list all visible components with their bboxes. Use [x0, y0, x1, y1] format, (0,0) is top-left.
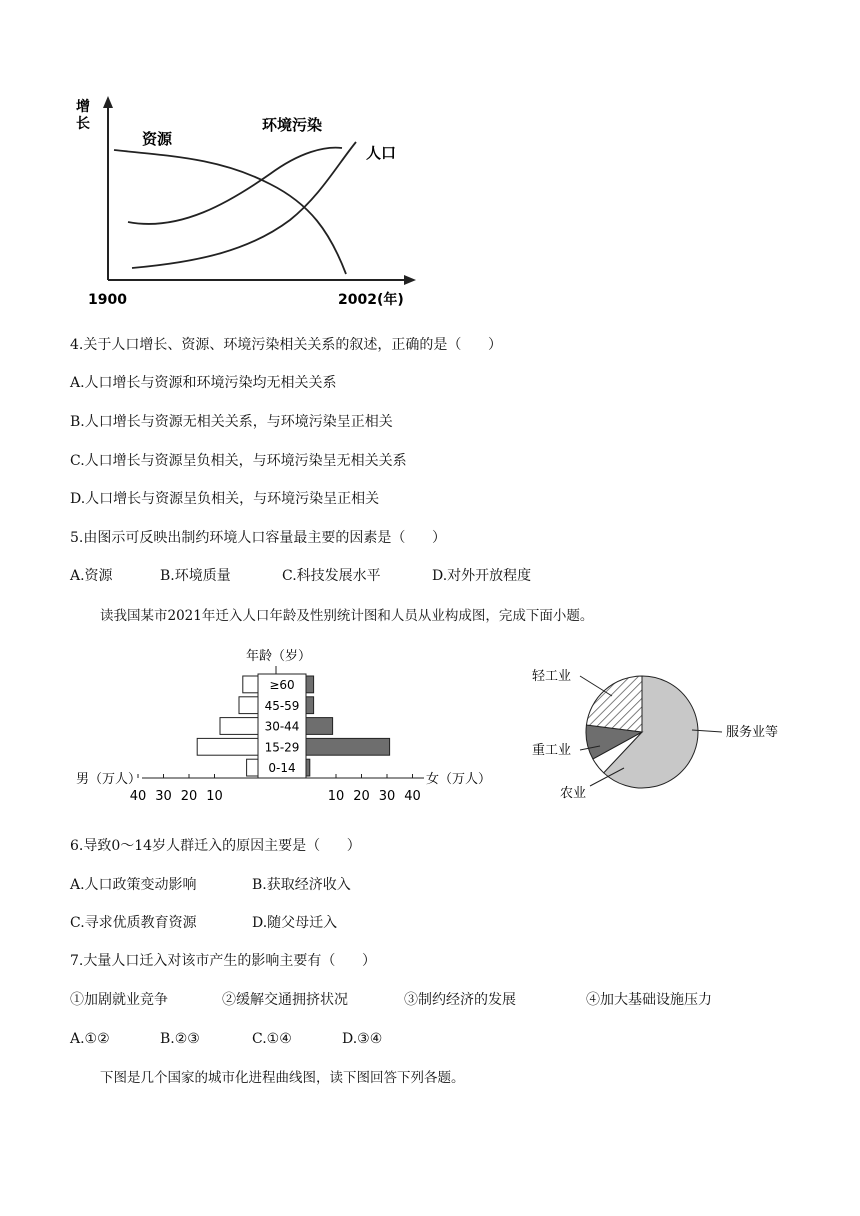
growth-curve-figure	[70, 92, 440, 314]
employment-pie-chart	[520, 650, 800, 810]
male-tick-label: 20	[180, 789, 198, 804]
q6-option-b[interactable]: B.获取经济收入	[252, 877, 351, 893]
q6-option-d[interactable]: D.随父母迁入	[252, 915, 338, 931]
q4-option-b[interactable]: B.人口增长与资源无相关关系，与环境污染呈正相关	[70, 414, 393, 430]
q7-item-4: ④加大基础设施压力	[586, 992, 712, 1008]
female-tick-label: 10	[327, 789, 345, 804]
intro-urbanization: 下图是几个国家的城市化进程曲线图，读下图回答下列各题。	[100, 1070, 465, 1086]
x-axis-arrow	[404, 275, 416, 285]
q7-option-d[interactable]: D.③④	[342, 1031, 383, 1047]
q5-option-a[interactable]: A.资源	[70, 568, 113, 584]
x-end-label: 2002(年)	[338, 292, 404, 308]
y-axis-label-2: 长	[76, 116, 90, 132]
q5-option-b[interactable]: B.环境质量	[160, 568, 231, 584]
q4-stem: 4.关于人口增长、资源、环境污染相关关系的叙述，正确的是（ ）	[70, 337, 503, 353]
pie-label-service: 服务业等	[726, 725, 779, 740]
female-bar	[306, 697, 314, 714]
male-tick-label: 30	[155, 789, 172, 804]
q7-item-3: ③制约经济的发展	[404, 992, 516, 1008]
q4-option-c[interactable]: C.人口增长与资源呈负相关，与环境污染呈无相关关系	[70, 453, 407, 469]
migrant-population-pyramid	[70, 640, 492, 810]
age-group-label: 15-29	[264, 740, 300, 755]
pie-slice-light	[586, 676, 642, 732]
q5-stem: 5.由图示可反映出制约环境人口容量最主要的因素是（ ）	[70, 530, 447, 546]
q6-option-a[interactable]: A.人口政策变动影响	[70, 877, 197, 893]
q7-option-a[interactable]: A.①②	[70, 1031, 110, 1047]
q6-option-c[interactable]: C.寻求优质教育资源	[70, 915, 197, 931]
q4-option-d[interactable]: D.人口增长与资源呈负相关，与环境污染呈正相关	[70, 491, 380, 507]
male-bar	[243, 676, 258, 693]
pie-label-agri: 农业	[560, 786, 587, 801]
resource-label: 资源	[142, 130, 173, 148]
q6-stem: 6.导致0～14岁人群迁入的原因主要是（ ）	[70, 838, 361, 854]
pie-label-heavy: 重工业	[532, 743, 572, 758]
q7-stem: 7.大量人口迁入对该市产生的影响主要有（ ）	[70, 953, 377, 969]
pollution-label: 环境污染	[262, 116, 323, 134]
male-bar	[197, 738, 258, 755]
female-axis-label: 女（万人）	[426, 772, 492, 787]
male-tick-label: 10	[206, 789, 223, 804]
population-curve	[132, 142, 356, 268]
female-tick-label: 20	[353, 789, 370, 804]
pie-leader-light	[580, 676, 612, 696]
q7-item-2: ②缓解交通拥挤状况	[222, 992, 348, 1008]
q5-option-c[interactable]: C.科技发展水平	[282, 568, 381, 584]
female-bar	[306, 759, 310, 776]
pyramid-title: 年龄（岁）	[246, 649, 312, 664]
female-bar	[306, 676, 314, 693]
x-start-label: 1900	[88, 292, 127, 308]
female-tick-label: 30	[378, 789, 396, 804]
male-tick-label: 40	[129, 789, 147, 804]
q7-option-c[interactable]: C.①④	[252, 1031, 292, 1047]
female-tick-label: 40	[404, 789, 421, 804]
pie-label-light: 轻工业	[532, 669, 572, 684]
q7-option-b[interactable]: B.②③	[160, 1031, 200, 1047]
population-label: 人口	[366, 144, 397, 162]
y-axis-label-1: 增	[76, 99, 90, 115]
resource-curve	[114, 150, 346, 274]
male-axis-label: 男（万人）	[76, 772, 142, 787]
male-bar	[239, 697, 258, 714]
q7-item-1: ①加剧就业竞争	[70, 992, 168, 1008]
male-bar	[220, 718, 258, 735]
female-bar	[306, 738, 390, 755]
age-group-label: 45-59	[264, 698, 300, 713]
male-bar	[247, 759, 258, 776]
y-axis-arrow	[103, 96, 113, 108]
age-group-label: 30-44	[264, 719, 300, 734]
age-group-label: 0-14	[268, 761, 296, 776]
q4-option-a[interactable]: A.人口增长与资源和环境污染均无相关关系	[70, 375, 337, 391]
q5-option-d[interactable]: D.对外开放程度	[432, 568, 532, 584]
female-bar	[306, 718, 333, 735]
intro-population-migration: 读我国某市2021年迁入人口年龄及性别统计图和人员从业构成图，完成下面小题。	[100, 608, 594, 624]
age-group-label: ≥60	[269, 678, 295, 692]
